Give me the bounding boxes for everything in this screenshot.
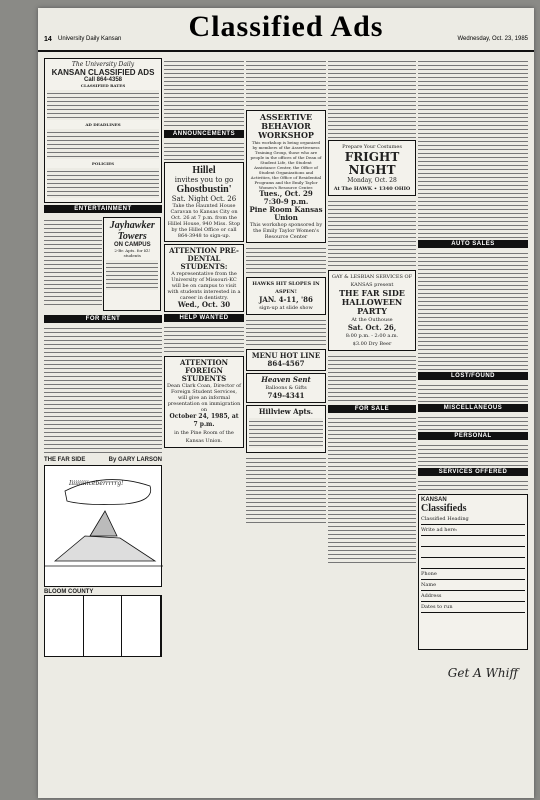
- form-line: [421, 539, 525, 547]
- hillview-ad: [246, 405, 326, 453]
- comic-title: THE FAR SIDE: [44, 457, 86, 463]
- assertive-title: ASSERTIVE BEHAVIOR WORKSHOP: [258, 112, 314, 140]
- section-for-rent: FOR RENT: [44, 315, 162, 323]
- entertainment-text: [44, 217, 102, 307]
- hotline-title: MENU HOT LINE: [251, 351, 321, 360]
- foreign-body: Dean Clark Coan, Director of Foreign Student Services, will give an informal presentation on immigration on: [167, 383, 242, 413]
- assertive-date: Tues., Oct. 29 7:30-9 p.m.: [259, 189, 313, 206]
- column-1: [44, 56, 162, 657]
- fright-night-ad: [328, 140, 416, 196]
- auto-sales-text: [418, 250, 528, 370]
- col3-text-top: [246, 58, 326, 108]
- pre-dental-body: A representative from the University of Missouri-KC will be on campus to visit with students interested in a career in dentistry.: [167, 271, 241, 301]
- misc-text: [418, 414, 528, 430]
- hillview-text: [249, 418, 323, 448]
- bloom-county-strip: [44, 595, 162, 657]
- heaven-phone: 749-4341: [267, 391, 305, 400]
- comic-header: [44, 457, 162, 463]
- column-5: [418, 56, 528, 680]
- col4-text-mid: [328, 198, 416, 268]
- column-3: [246, 56, 326, 527]
- section-miscellaneous: MISCELLANEOUS: [418, 404, 528, 412]
- classified-masthead: [44, 58, 162, 203]
- col3-text-bottom: [246, 455, 326, 525]
- fright-place: At The HAWK • 1340 OHIO: [333, 186, 411, 192]
- farside-time: 8:00 p.m. - 2:00 a.m.: [345, 333, 399, 339]
- form-line: [421, 550, 525, 558]
- hillel-text: invites you to go: [174, 176, 234, 184]
- heaven-sub: Balloons & Gifts: [265, 385, 307, 391]
- services-text: [418, 478, 528, 492]
- section-for-sale: FOR SALE: [328, 405, 416, 413]
- ski-title: HAWKS HIT SLOPES IN ASPEN!: [252, 281, 320, 295]
- fright-pre: Prepare Your Costumes: [342, 144, 402, 150]
- foreign-students-ad: [164, 356, 244, 448]
- far-side-party-ad: [328, 270, 416, 351]
- comic-caption: Iiiiiiiiiiceberrrrrg!: [69, 480, 124, 487]
- classified-phone: Call 864-4358: [83, 77, 123, 83]
- page-title: Classified Ads: [188, 10, 384, 43]
- col2-text-top: [164, 58, 244, 128]
- jayhawker-title: Jayhawker Towers: [109, 220, 155, 242]
- hillel-ad: [164, 162, 244, 242]
- ski-trip-ad: [246, 277, 326, 315]
- announcements-text: [164, 140, 244, 160]
- form-phone: Phone: [421, 572, 525, 580]
- farside-place: At the Outhouse: [351, 317, 393, 323]
- personal-text: [418, 442, 528, 466]
- section-help-wanted: HELP WANTED: [164, 314, 244, 322]
- policies-text: [47, 168, 159, 198]
- masthead-line2: KANSAN CLASSIFIED ADS: [51, 68, 155, 77]
- form-write: Write ad here:: [421, 528, 525, 536]
- fright-title: FRIGHT NIGHT: [344, 150, 400, 177]
- section-lost-found: LOST/FOUND: [418, 372, 528, 380]
- farside-price: $3.00 Dry Beer: [352, 341, 392, 347]
- col5-text-top: [418, 58, 528, 238]
- for-sale-text: [328, 415, 416, 565]
- jayhawker-list: [106, 260, 158, 290]
- page-number: 14: [44, 36, 52, 43]
- section-announcements: ANNOUNCEMENTS: [164, 130, 244, 138]
- comic-author: By GARY LARSON: [108, 457, 162, 463]
- paper-name: University Daily Kansan: [58, 36, 122, 42]
- assertive-body: This workshop is being organized by members of the Assertiveness Training Group, those who are people in the offices of the Dean of Student Life, the Student Assistance Center, the Office of Student Organizations and Activities, the Office of Residential Programs and the Emily Taylor Women's Resource Center.: [250, 140, 322, 190]
- form-address: Address: [421, 594, 525, 602]
- hillview-title: Hillview Apts.: [258, 407, 314, 416]
- col4-text-mid2: [328, 353, 416, 403]
- jayhawker-sub2: 2-Br. Apts. for KU students: [114, 248, 151, 258]
- form-title: KANSAN: [421, 497, 447, 503]
- assertive-note: This workshop sponsored by the Emily Taylor Women's Resource Center: [249, 222, 323, 240]
- help-wanted-text: [164, 324, 244, 354]
- lost-found-text: [418, 382, 528, 402]
- page-header: [38, 8, 534, 52]
- ghostbustin: Ghostbustin': [176, 184, 232, 195]
- section-services-offered: SERVICES OFFERED: [418, 468, 528, 476]
- ski-dates: JAN. 4-11, '86: [259, 295, 313, 304]
- section-personal: PERSONAL: [418, 432, 528, 440]
- hillel-title: Hillel: [192, 165, 216, 176]
- menu-hotline-ad: [246, 349, 326, 371]
- foreign-date: October 24, 1985, at 7 p.m.: [169, 413, 239, 428]
- foreign-title: ATTENTION FOREIGN STUDENTS: [180, 358, 228, 383]
- newspaper-page: [38, 8, 534, 798]
- form-name: Name: [421, 583, 525, 591]
- column-2: [164, 56, 244, 450]
- rates-heading: CLASSIFIED RATES: [80, 83, 126, 88]
- fright-date: Monday, Oct. 28: [347, 177, 397, 184]
- farside-date: Sat. Oct. 26,: [347, 323, 397, 332]
- farside-group: GAY & LESBIAN SERVICES OF KANSAS present: [331, 274, 413, 288]
- assertive-workshop-ad: [246, 110, 326, 243]
- far-side-comic: [44, 465, 162, 587]
- section-auto-sales: AUTO SALES: [418, 240, 528, 248]
- section-entertainment: ENTERTAINMENT: [44, 205, 162, 213]
- col3-text-mid2: [246, 317, 326, 347]
- deadlines-heading: AD DEADLINES: [85, 122, 121, 127]
- foreign-place: in the Pine Room of the Kansas Union.: [174, 430, 234, 444]
- hillel-date: Sat. Night Oct. 26: [171, 195, 237, 203]
- hotline-phone: 864-4567: [267, 359, 305, 368]
- farside-title: THE FAR SIDE HALLOWEEN PARTY: [339, 288, 405, 316]
- rates-table: [47, 90, 159, 120]
- for-rent-text: [44, 325, 162, 455]
- ski-note: sign-up at slide show: [259, 305, 313, 311]
- jayhawker-ad: [103, 217, 161, 311]
- hillel-body: Take the Haunted House Caravan to Kansas City on Oct. 26 at 7 p.m. from the Hillel House, 940 Miss. Stop by the Hillel Office or call 864-3948 to sign-up.: [167, 203, 241, 239]
- form-line: [421, 561, 525, 569]
- issue-date: Wednesday, Oct. 23, 1985: [457, 36, 528, 42]
- deadlines-text: [47, 129, 159, 159]
- form-title2: Classifieds: [421, 503, 467, 514]
- order-form: [418, 494, 528, 680]
- col4-text-top: [328, 58, 416, 138]
- col3-text-mid: [246, 245, 326, 275]
- pre-dental-date: Wed., Oct. 30: [177, 300, 231, 309]
- assertive-place: Pine Room Kansas Union: [249, 205, 323, 222]
- bloom-title: BLOOM COUNTY: [44, 589, 94, 595]
- masthead-line1: The University Daily: [71, 61, 135, 68]
- heaven-sent-ad: [246, 373, 326, 403]
- form-heading: Classified Heading: [421, 517, 525, 525]
- pre-dental-ad: [164, 244, 244, 312]
- form-hand: Get A Whiff: [447, 666, 518, 680]
- form-dates: Dates to run: [421, 605, 525, 613]
- pre-dental-title: ATTENTION PRE-DENTAL STUDENTS:: [169, 246, 239, 271]
- policies-heading: POLICIES: [91, 161, 115, 166]
- jayhawker-sub: ON CAMPUS: [113, 242, 151, 248]
- column-4: [328, 56, 416, 567]
- heaven-title: Heaven Sent: [261, 375, 311, 384]
